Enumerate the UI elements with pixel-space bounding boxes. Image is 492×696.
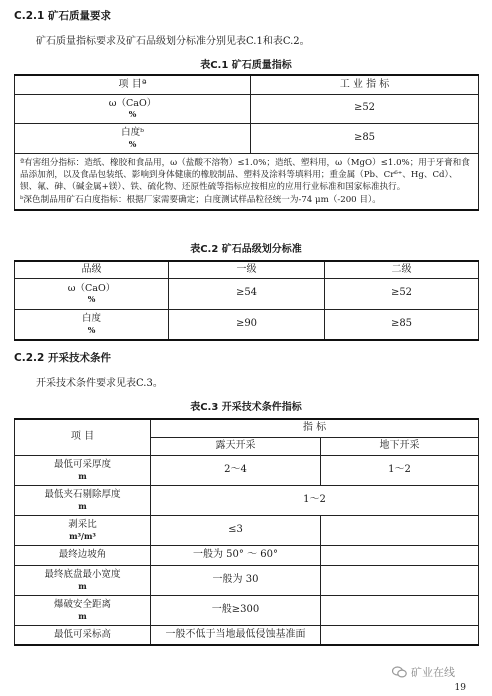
section-intro-c22: 开采技术条件要求见表C.3。 [36,378,163,389]
table-c3-head-open-pit: 露天开采 [151,437,321,455]
table-c3-slope-label: 最终边坡角 [15,545,151,565]
table-row [15,485,479,515]
table-c3-min-elevation-label: 最低可采标高 [15,625,151,645]
table-c3-blast-distance-label: 爆破安全距离 m [15,595,151,625]
table-c3 [14,418,479,646]
table-row [15,625,479,645]
table-row [15,545,479,565]
watermark [392,664,455,680]
table-c2-caption: 表C.2 矿石品级划分标准 [190,244,302,255]
table-c2-cao-label: ω（CaO） % [15,278,169,309]
table-c3-min-thickness-open: 2～4 [151,455,321,485]
section-heading-c21: C.2.1 矿石质量要求 [14,10,111,22]
table-c3-min-elevation-open: 一般不低于当地最低侵蚀基准面 [151,625,321,645]
table-row [15,123,479,153]
table-row [15,309,479,340]
table-c1-caption: 表C.1 矿石质量指标 [200,60,292,71]
table-c1-note-b: ᵇ深色制品用矿石白度指标：根据厂家需要确定；白度测试样品粒径统一为-74 μm（-200 目）。 [20,194,381,205]
table-c3-stripping-label: 剥采比 m³/m³ [15,515,151,545]
table-c2-head-grade: 品级 [15,261,169,278]
table-row [15,455,479,485]
section-heading-c22: C.2.2 开采技术条件 [14,352,111,364]
table-c1-note-a: ª有害组分指标：造纸、橡胶和食品用，ω（盐酸不溶物）≤1.0%；造纸、塑料用，ω（MgO）≤1.0%；用于牙膏和食品添加剂，以及食品包装纸、影响到身体健康的橡胶制品、塑料及涂料等填料用；重金属（Pb、Cr⁶⁺、Hg、Cd）、钡、氟、砷、（碱金属+镁）、铁、硫化物、还原性硫等指标应按相应的应用行业标准和国家标准执行。 [20,157,470,193]
table-c3-bench-width-under [321,565,479,595]
watermark-text: 矿业在线 [411,666,455,679]
table-c1-whiteness-value: ≥85 [251,123,479,153]
table-c3-bench-width-label: 最终底盘最小宽度 m [15,565,151,595]
table-c2-cao-first: ≥54 [169,278,325,309]
table-c1-head-index: 工 业 指 标 [251,75,479,94]
table-row [15,565,479,595]
section-intro-c21: 矿石质量指标要求及矿石品级划分标准分别见表C.1和表C.2。 [36,36,310,47]
table-c1-cao-value: ≥52 [251,94,479,123]
page-number: 19 [454,683,466,693]
table-c2-head-second: 二级 [325,261,479,278]
table-c1-notes [15,153,479,210]
table-c3-caption: 表C.3 开采技术条件指标 [190,402,302,413]
table-row [15,94,479,123]
table-c3-head-underground: 地下开采 [321,437,479,455]
table-c3-bench-width-open: 一般为 30 [151,565,321,595]
table-row [15,515,479,545]
table-c3-stripping-open: ≤3 [151,515,321,545]
table-c3-stripping-under [321,515,479,545]
table-c2-whiteness-label: 白度 % [15,309,169,340]
table-c3-interlayer-label: 最低夹石剔除厚度 m [15,485,151,515]
table-c3-slope-under [321,545,479,565]
table-c3-min-thickness-under: 1～2 [321,455,479,485]
table-c3-head-index: 指 标 [151,419,479,437]
table-c1-notes-row [15,153,479,210]
table-c3-min-elevation-under [321,625,479,645]
table-c2-cao-second: ≥52 [325,278,479,309]
table-c3-interlayer-value: 1～2 [151,485,479,515]
table-c3-blast-distance-under [321,595,479,625]
table-c3-head-item: 项 目 [15,419,151,455]
table-c2 [14,260,479,341]
table-c3-slope-open: 一般为 50° ～ 60° [151,545,321,565]
table-c3-min-thickness-label: 最低可采厚度 m [15,455,151,485]
table-c2-head-first: 一级 [169,261,325,278]
table-c1-cao-label: ω（CaO） % [15,94,251,123]
table-c1-head-item: 项 目ª [15,75,251,94]
table-row [15,595,479,625]
table-c1 [14,74,479,211]
table-c3-blast-distance-open: 一般≥300 [151,595,321,625]
wechat-icon [392,666,407,678]
table-c1-whiteness-label: 白度ᵇ % [15,123,251,153]
table-row [15,278,479,309]
table-c2-whiteness-second: ≥85 [325,309,479,340]
table-c2-whiteness-first: ≥90 [169,309,325,340]
